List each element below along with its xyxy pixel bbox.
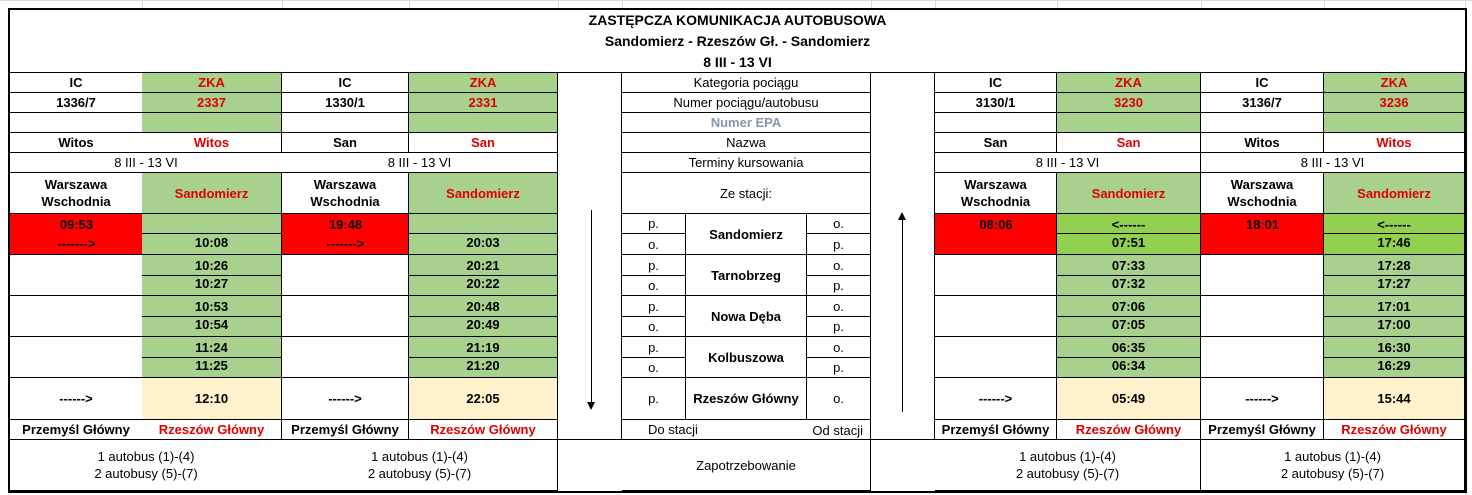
train-4-zka-number: 3236	[1324, 93, 1465, 113]
train-1-ic-empty-nowa-deba	[10, 296, 143, 337]
train-1-zka-empty	[142, 214, 282, 234]
arrow-up-icon	[896, 212, 908, 412]
station-departure-mark: o.	[622, 317, 686, 337]
train-2-end-arrow: ------>	[282, 378, 409, 420]
train-3-zka-time: 07:51	[1057, 234, 1201, 255]
train-4-zka-time: 17:01	[1324, 296, 1465, 317]
train-1-zka-number: 2337	[142, 93, 282, 113]
train-1-ic-empty-tarnobrzeg	[10, 255, 143, 296]
train-3-ic-label: IC	[935, 73, 1057, 93]
train-2-dates: 8 III - 13 VI	[282, 153, 558, 173]
train-2-ic-empty-nowa-deba	[282, 296, 409, 337]
label-zapotrzebowanie: Zapotrzebowanie	[622, 440, 871, 491]
train-4-ic-number: 3136/7	[1201, 93, 1324, 113]
train-2-zka-name: San	[409, 133, 558, 153]
train-2-zka-to: Rzeszów Główny	[409, 420, 558, 440]
train-2-zka-time: 21:20	[409, 358, 558, 378]
station-name: Sandomierz	[686, 214, 807, 255]
train-2-ic-label: IC	[282, 73, 409, 93]
train-3-dates: 8 III - 13 VI	[935, 153, 1201, 173]
train-4-ic-departure: 18:01	[1245, 217, 1280, 232]
train-1-zka-epa	[142, 113, 282, 133]
frame-right	[1465, 8, 1467, 493]
train-3-ic-name: San	[935, 133, 1057, 153]
station-name: Rzeszów Główny	[686, 378, 807, 420]
train-4-zka-time: 17:46	[1324, 234, 1465, 255]
train-3-zka-name: San	[1057, 133, 1201, 153]
train-4-zka-time: 17:00	[1324, 317, 1465, 337]
label-terminy: Terminy kursowania	[622, 153, 871, 173]
train-4-zka-time: 17:28	[1324, 255, 1465, 276]
station-arrival-mark: p.	[622, 378, 686, 420]
train-4-ic-label: IC	[1201, 73, 1324, 93]
train-1-zka-time: 10:54	[142, 317, 282, 337]
station-name: Nowa Dęba	[686, 296, 807, 337]
train-1-ic-from-line1: Warszawa	[44, 177, 108, 192]
label-kategoria: Kategoria pociągu	[622, 73, 871, 93]
train-3-bus-info	[935, 440, 1201, 491]
train-2-bus-info	[282, 440, 558, 491]
train-2-bus-line2: 2 autobusy (5)-(7)	[367, 466, 472, 481]
station-name: Kolbuszowa	[686, 337, 807, 378]
station-arrival-mark: p.	[622, 255, 686, 276]
train-3-ic-empty-kolbuszowa	[935, 337, 1057, 378]
header-title: ZASTĘPCZA KOMUNIKACJA AUTOBUSOWA	[10, 10, 1465, 31]
station-arrival-mark: p.	[622, 214, 686, 234]
train-4-bus-info	[1201, 440, 1465, 491]
train-3-zka-time: 06:35	[1057, 337, 1201, 358]
header-period: 8 III - 13 VI	[10, 52, 1465, 73]
train-4-ic-to: Przemyśl Główny	[1201, 420, 1324, 440]
label-od-stacji: Od stacji	[812, 422, 863, 438]
train-2-zka-label: ZKA	[409, 73, 558, 93]
frame-top	[8, 8, 1467, 10]
train-3-zka-label: ZKA	[1057, 73, 1201, 93]
train-4-zka-from: Sandomierz	[1324, 173, 1465, 214]
train-1-ic-from	[10, 173, 143, 214]
train-3-zka-time: 07:33	[1057, 255, 1201, 276]
train-3-ic-from	[935, 173, 1057, 214]
train-1-ic-arrow: ------->	[57, 236, 96, 251]
train-3-ic-from-line2: Wschodnia	[960, 194, 1031, 209]
train-4-ic-empty-tarnobrzeg	[1201, 255, 1324, 296]
train-4-dates: 8 III - 13 VI	[1201, 153, 1465, 173]
frame-bottom	[8, 491, 1467, 493]
train-3-bus-line2: 2 autobusy (5)-(7)	[1015, 466, 1120, 481]
station-departure-mark: o.	[807, 337, 871, 358]
station-arrival-mark: p.	[807, 276, 871, 296]
train-2-zka-time: 20:49	[409, 317, 558, 337]
train-2-ic-from	[282, 173, 409, 214]
train-3-end-arrow: ------>	[935, 378, 1057, 420]
train-1-end-time: 12:10	[142, 378, 282, 420]
train-4-ic-from	[1201, 173, 1324, 214]
train-3-zka-epa	[1057, 113, 1201, 133]
train-2-bus-line1: 1 autobus (1)-(4)	[371, 449, 468, 464]
train-4-zka-label: ZKA	[1324, 73, 1465, 93]
train-1-zka-to: Rzeszów Główny	[142, 420, 282, 440]
train-2-zka-from: Sandomierz	[409, 173, 558, 214]
train-2-ic-number: 1330/1	[282, 93, 409, 113]
train-4-zka-to: Rzeszów Główny	[1324, 420, 1465, 440]
label-do-stacji: Do stacji	[622, 420, 871, 440]
train-1-zka-time: 10:26	[142, 255, 282, 276]
train-3-zka-to: Rzeszów Główny	[1057, 420, 1201, 440]
header-route: Sandomierz - Rzeszów Gł. - Sandomierz	[10, 31, 1465, 52]
train-3-ic-epa	[935, 113, 1057, 133]
train-1-zka-time: 10:08	[142, 234, 282, 255]
train-4-zka-time: 17:27	[1324, 276, 1465, 296]
train-1-ic-empty-kolbuszowa	[10, 337, 143, 378]
train-3-ic-empty-tarnobrzeg	[935, 255, 1057, 296]
train-4-zka-name: Witos	[1324, 133, 1465, 153]
train-2-zka-number: 2331	[409, 93, 558, 113]
train-2-ic-to: Przemyśl Główny	[282, 420, 409, 440]
train-1-zka-time: 10:27	[142, 276, 282, 296]
train-4-end-arrow: ------>	[1201, 378, 1324, 420]
train-2-zka-time: 20:48	[409, 296, 558, 317]
train-3-zka-time: 07:06	[1057, 296, 1201, 317]
train-2-end-time: 22:05	[409, 378, 558, 420]
train-1-ic-number: 1336/7	[10, 93, 143, 113]
train-4-bus-line1: 1 autobus (1)-(4)	[1284, 449, 1381, 464]
train-3-ic-departure: 08:06	[979, 217, 1013, 232]
station-arrival-mark: p.	[807, 317, 871, 337]
train-4-end-time: 15:44	[1324, 378, 1465, 420]
station-departure-mark: o.	[807, 296, 871, 317]
train-4-ic-from-line2: Wschodnia	[1227, 194, 1297, 209]
station-arrival-mark: p.	[807, 234, 871, 255]
station-departure-mark: o.	[622, 358, 686, 378]
train-3-ic-number: 3130/1	[935, 93, 1057, 113]
label-nazwa: Nazwa	[622, 133, 871, 153]
station-name: Tarnobrzeg	[686, 255, 807, 296]
train-2-ic-epa	[282, 113, 409, 133]
station-departure-mark: o.	[622, 276, 686, 296]
train-4-zka-epa	[1324, 113, 1465, 133]
train-2-zka-time: 20:22	[409, 276, 558, 296]
train-1-zka-time: 11:24	[142, 337, 282, 358]
train-3-zka-arrow: <------	[1057, 214, 1201, 234]
train-1-bus-line1: 1 autobus (1)-(4)	[97, 449, 195, 464]
train-2-ic-empty-tarnobrzeg	[282, 255, 409, 296]
train-1-zka-time: 11:25	[142, 358, 282, 378]
station-departure-mark: o.	[807, 255, 871, 276]
train-2-zka-empty	[409, 214, 558, 234]
station-departure-mark: o.	[807, 214, 871, 234]
train-1-ic-from-line2: Wschodnia	[41, 194, 111, 209]
train-1-zka-time: 10:53	[142, 296, 282, 317]
train-1-ic-to: Przemyśl Główny	[10, 420, 143, 440]
train-1-dates: 8 III - 13 VI	[10, 153, 283, 173]
train-3-zka-number: 3230	[1057, 93, 1201, 113]
train-1-bus-info	[10, 440, 283, 491]
train-1-end-arrow: ------>	[10, 378, 143, 420]
train-3-zka-time: 07:32	[1057, 276, 1201, 296]
train-4-ic-from-line1: Warszawa	[1230, 177, 1294, 192]
train-4-ic-name: Witos	[1201, 133, 1324, 153]
train-2-zka-time: 20:03	[409, 234, 558, 255]
train-2-zka-epa	[409, 113, 558, 133]
train-1-ic-name: Witos	[10, 133, 143, 153]
frame-left	[8, 8, 10, 493]
label-numer: Numer pociągu/autobusu	[622, 93, 871, 113]
station-departure-mark: o.	[807, 378, 871, 420]
train-3-zka-time: 06:34	[1057, 358, 1201, 378]
train-1-ic-departure: 09:53	[59, 217, 94, 232]
train-3-ic-to: Przemyśl Główny	[935, 420, 1057, 440]
train-4-zka-time: 16:30	[1324, 337, 1465, 358]
train-2-zka-time: 20:21	[409, 255, 558, 276]
train-2-ic-empty-kolbuszowa	[282, 337, 409, 378]
train-4-ic-epa	[1201, 113, 1324, 133]
train-3-end-time: 05:49	[1057, 378, 1201, 420]
label-ze-stacji: Ze stacji:	[622, 173, 871, 214]
train-2-ic-from-line1: Warszawa	[313, 177, 377, 192]
train-1-bus-line2: 2 autobusy (5)-(7)	[94, 466, 198, 481]
train-4-zka-time: 16:29	[1324, 358, 1465, 378]
train-2-ic-arrow: ------->	[326, 236, 365, 251]
train-1-zka-label: ZKA	[142, 73, 282, 93]
train-4-ic-empty-kolbuszowa	[1201, 337, 1324, 378]
station-arrival-mark: p.	[622, 337, 686, 358]
train-2-ic-departure: 19:48	[328, 217, 363, 232]
train-3-bus-line1: 1 autobus (1)-(4)	[1019, 449, 1116, 464]
train-3-ic-empty-nowa-deba	[935, 296, 1057, 337]
train-2-ic-name: San	[282, 133, 409, 153]
station-arrival-mark: p.	[807, 358, 871, 378]
label-numer-epa: Numer EPA	[622, 113, 871, 133]
train-1-zka-from: Sandomierz	[142, 173, 282, 214]
train-1-ic-epa	[10, 113, 143, 133]
train-4-zka-arrow: <------	[1324, 214, 1465, 234]
train-4-ic-empty-nowa-deba	[1201, 296, 1324, 337]
train-2-zka-time: 21:19	[409, 337, 558, 358]
train-1-zka-name: Witos	[142, 133, 282, 153]
train-3-zka-from: Sandomierz	[1057, 173, 1201, 214]
station-arrival-mark: p.	[622, 296, 686, 317]
train-3-zka-time: 07:05	[1057, 317, 1201, 337]
train-2-ic-from-line2: Wschodnia	[310, 194, 380, 209]
train-1-ic-label: IC	[10, 73, 143, 93]
station-departure-mark: o.	[622, 234, 686, 255]
train-4-bus-line2: 2 autobusy (5)-(7)	[1280, 466, 1385, 481]
arrow-down-icon	[585, 210, 597, 410]
train-3-ic-from-line1: Warszawa	[964, 177, 1027, 192]
